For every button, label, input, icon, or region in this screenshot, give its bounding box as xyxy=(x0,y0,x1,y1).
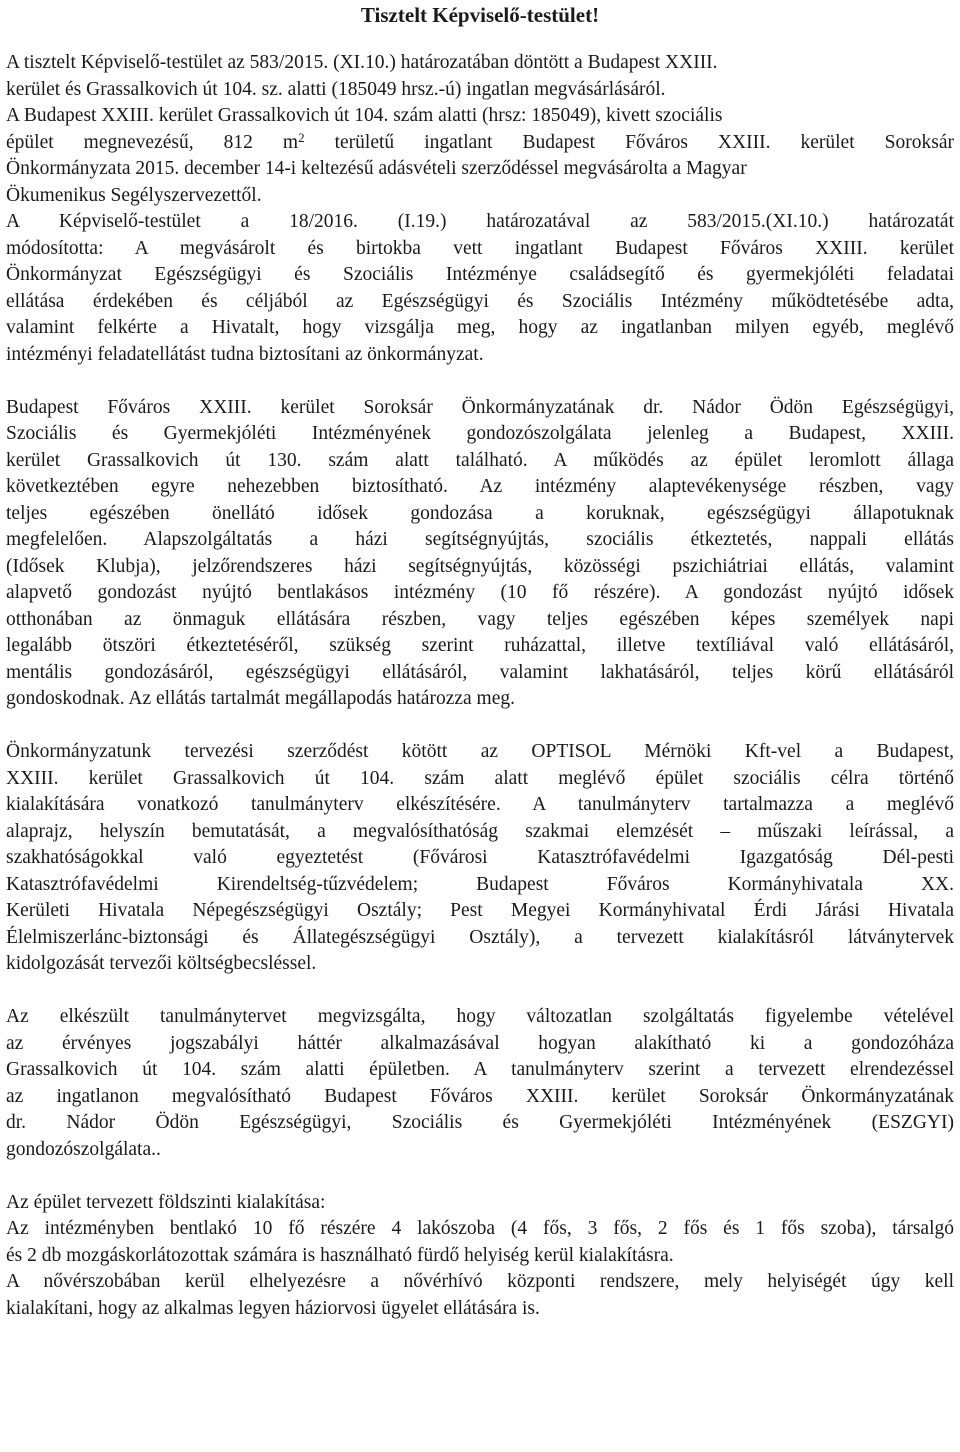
line-text: kialakítására vonatkozó tanulmányterv elkészítésére. A tanulmányterv tartalmazza a meglévő xyxy=(6,794,954,815)
paragraph-spacer xyxy=(6,368,954,395)
text-line xyxy=(6,925,954,952)
line-text: Kerületi Hivatala Népegészségügyi Osztály; Pest Megyei Kormányhivatal Érdi Járási Hivatala xyxy=(6,900,954,921)
document-page xyxy=(6,0,954,1322)
line-text: Katasztrófavédelmi Kirendeltség-tűzvédelem; Budapest Főváros Kormányhivatala XX. xyxy=(6,873,954,895)
text-line xyxy=(6,686,954,713)
text-line xyxy=(6,421,954,448)
paragraph xyxy=(6,395,954,713)
line-text: kerület Grassalkovich út 130. szám alatt található. A működés az épület leromlott állaga xyxy=(6,449,954,471)
line-text: dr. Nádor Ödön Egészségügyi, Szociális és Gyermekjóléti Intézményének (ESZGYI) xyxy=(6,1112,954,1133)
line-text: Az épület tervezett földszinti kialakítása: xyxy=(6,1191,326,1213)
line-text: Élelmiszerlánc-biztonsági és Állategészségügyi Osztály), a tervezett kialakításról látványtervek xyxy=(6,926,954,948)
text-line xyxy=(6,342,954,369)
line-text: és 2 db mozgáskorlátozottak számára is használható fürdő helyiség kerül kialakításra. xyxy=(6,1244,674,1266)
text-line xyxy=(6,951,954,978)
text-line xyxy=(6,50,954,77)
paragraph-spacer xyxy=(6,1163,954,1190)
line-text: épület megnevezésű, 812 m xyxy=(6,131,299,153)
text-line xyxy=(6,262,954,289)
line-text: szakhatóságokkal való egyeztetést (Fővárosi Katasztrófavédelmi Igazgatóság Dél-pesti xyxy=(6,847,954,868)
line-text: Önkormányzat Egészségügyi és Szociális Intézménye családsegítő és gyermekjóléti feladatai xyxy=(6,264,954,285)
text-line xyxy=(6,209,954,236)
text-line xyxy=(6,766,954,793)
text-line xyxy=(6,236,954,263)
text-line xyxy=(6,130,954,157)
text-line xyxy=(6,315,954,342)
text-line xyxy=(6,77,954,104)
text-line xyxy=(6,103,954,130)
line-text: kerület és Grassalkovich út 104. sz. alatti (185049 hrsz.-ú) ingatlan megvásárlásáról. xyxy=(6,78,666,100)
line-text: Budapest Főváros XXIII. kerület Soroksár Önkormányzatának dr. Nádor Ödön Egészségügyi, xyxy=(6,396,954,418)
line-text: A nővérszobában kerül elhelyezésre a nővérhívó központi rendszere, mely helyiségét úgy kell xyxy=(6,1271,954,1292)
text-line xyxy=(6,1110,954,1137)
line-text: A Képviselő-testület a 18/2016. (I.19.) határozatával az 583/2015.(XI.10.) határozatát xyxy=(6,211,954,232)
line-text: Önkormányzatunk tervezési szerződést kötött az OPTISOL Mérnöki Kft-vel a Budapest, xyxy=(6,741,954,762)
line-text: kialakítani, hogy az alkalmas legyen háziorvosi ügyelet ellátására is. xyxy=(6,1297,540,1319)
line-text: Ökumenikus Segélyszervezettől. xyxy=(6,184,262,206)
text-line xyxy=(6,1243,954,1270)
text-line xyxy=(6,633,954,660)
text-line xyxy=(6,448,954,475)
text-line xyxy=(6,1031,954,1058)
line-text: A tisztelt Képviselő-testület az 583/2015. (XI.10.) határozatában döntött a Budapest XXIII. xyxy=(6,52,718,73)
line-text: Szociális és Gyermekjóléti Intézményének gondozószolgálata jelenleg a Budapest, XXIII. xyxy=(6,423,954,444)
text-line xyxy=(6,845,954,872)
line-text: teljes egészében önellátó idősek gondozása a koruknak, egészségügyi állapotuknak xyxy=(6,502,954,524)
paragraph-spacer xyxy=(6,978,954,1005)
text-line xyxy=(6,1216,954,1243)
paragraph xyxy=(6,1004,954,1163)
text-line xyxy=(6,660,954,687)
text-line xyxy=(6,898,954,925)
paragraph xyxy=(6,50,954,368)
text-line xyxy=(6,1004,954,1031)
line-text: Önkormányzata 2015. december 14-i keltezésű adásvételi szerződéssel megvásárolta a Magyar xyxy=(6,158,747,179)
document-body xyxy=(6,50,954,1322)
line-text: alapvető gondozást nyújtó bentlakásos intézmény (10 fő részére). A gondozást nyújtó idősek xyxy=(6,582,954,603)
line-text: megfelelően. Alapszolgáltatás a házi segítségnyújtás, szociális étkeztetés, nappali ellátás xyxy=(6,529,954,550)
line-text: XXIII. kerület Grassalkovich út 104. szám alatt meglévő épület szociális célra történő xyxy=(6,767,954,789)
text-line xyxy=(6,1084,954,1111)
line-text: legalább ötszöri étkeztetéséről, szükség szerint ruházattal, illetve textíliával való ellátásáról, xyxy=(6,635,954,656)
line-text: otthonában az önmaguk ellátására részben, vagy teljes egészében képes személyek napi xyxy=(6,608,954,630)
line-text: Grassalkovich út 104. szám alatti épületben. A tanulmányterv szerint a tervezett elrendezéssel xyxy=(6,1059,954,1080)
superscript: 2 xyxy=(298,129,305,145)
text-line xyxy=(6,819,954,846)
text-line xyxy=(6,395,954,422)
line-text: Az elkészült tanulmánytervet megvizsgálta, hogy változatlan szolgáltatás figyelembe vételével xyxy=(6,1006,954,1027)
line-text: intézményi feladatellátást tudna biztosítani az önkormányzat. xyxy=(6,343,484,365)
text-line xyxy=(6,1269,954,1296)
line-text: kidolgozását tervezői költségbecsléssel. xyxy=(6,953,317,974)
text-line xyxy=(6,1190,954,1217)
line-text: gondoskodnak. Az ellátás tartalmát megállapodás határozza meg. xyxy=(6,688,515,709)
line-text: ellátása érdekében és céljából az Egészségügyi és Szociális Intézmény működtetésébe adta, xyxy=(6,290,954,312)
text-line xyxy=(6,1057,954,1084)
paragraph-spacer xyxy=(6,713,954,740)
text-line xyxy=(6,554,954,581)
text-line xyxy=(6,156,954,183)
line-text: mentális gondozásáról, egészségügyi ellátásáról, valamint lakhatásáról, teljes körű ellátásáról xyxy=(6,661,954,683)
paragraph xyxy=(6,1190,954,1323)
line-text: következtében egyre nehezebben biztosítható. Az intézmény alaptevékenysége részben, vagy xyxy=(6,476,954,497)
line-text: valamint felkérte a Hivatalt, hogy vizsgálja meg, hogy az ingatlanban milyen egyéb, meglévő xyxy=(6,317,954,338)
text-line xyxy=(6,872,954,899)
text-line xyxy=(6,792,954,819)
line-text-after: területű ingatlant Budapest Főváros XXIII. kerület Soroksár xyxy=(304,131,954,153)
text-line xyxy=(6,474,954,501)
text-line xyxy=(6,183,954,210)
text-line xyxy=(6,580,954,607)
line-text: A Budapest XXIII. kerület Grassalkovich út 104. szám alatti (hrsz: 185049), kivett szociális xyxy=(6,105,723,126)
text-line xyxy=(6,1296,954,1323)
page-title: Tisztelt Képviselő-testület! xyxy=(360,3,600,27)
text-line xyxy=(6,739,954,766)
paragraph xyxy=(6,739,954,978)
line-text: az érvényes jogszabályi háttér alkalmazásával hogyan alakítható ki a gondozóháza xyxy=(6,1032,954,1054)
line-text: Az intézményben bentlakó 10 fő részére 4 lakószoba (4 fős, 3 fős, 2 fős és 1 fős szoba), társalgó xyxy=(6,1218,954,1239)
line-text: módosította: A megvásárolt és birtokba vett ingatlant Budapest Főváros XXIII. kerület xyxy=(6,237,954,259)
line-text: gondozószolgálata.. xyxy=(6,1138,161,1160)
text-line xyxy=(6,1137,954,1164)
line-text: alaprajz, helyszín bemutatását, a megvalósíthatóság szakmai elemzését – műszaki leírással, a xyxy=(6,820,954,842)
line-text: (Idősek Klubja), jelzőrendszeres házi segítségnyújtás, közösségi pszichiátriai ellátás, valamint xyxy=(6,555,954,577)
text-line xyxy=(6,289,954,316)
text-line xyxy=(6,607,954,634)
text-line xyxy=(6,501,954,528)
text-line xyxy=(6,527,954,554)
line-text: az ingatlanon megvalósítható Budapest Főváros XXIII. kerület Soroksár Önkormányzatának xyxy=(6,1085,954,1107)
